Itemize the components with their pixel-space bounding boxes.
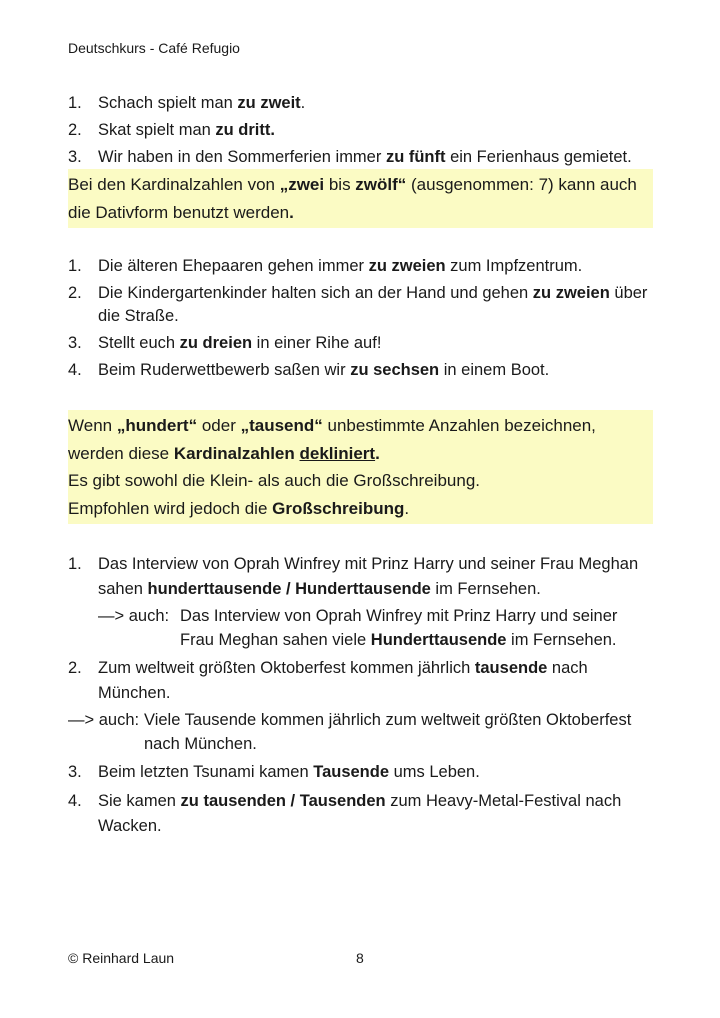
example-list-1	[68, 92, 653, 169]
list-item: 2. Die Kindergartenkinder halten sich an der Hand und gehen zu zweien über die Straße.	[68, 284, 648, 325]
example-list-2	[68, 255, 653, 382]
list-item: 1. Das Interview von Oprah Winfrey mit Prinz Harry und seiner Frau Meghan sahen hunderttausende / Hunderttausende im Fernsehen. —> auch: Das Interview von Oprah Winfrey mit Prinz Harry und seiner Frau Meghan sahen viele Hunderttausende im Fernsehen.	[68, 552, 653, 652]
rule-note-dative: Bei den Kardinalzahlen von „zwei bis zwölf“ (ausgenommen: 7) kann auch die Dativform benutzt werden.	[68, 169, 653, 228]
rule-note-declension: Wenn „hundert“ oder „tausend“ unbestimmte Anzahlen bezeichnen, werden diese Kardinalzahlen dekliniert. Es gibt sowohl die Klein- als auch die Großschreibung. Empfohlen wird jedoch die Großschreibung.	[68, 410, 653, 524]
list-item: 4. Sie kamen zu tausenden / Tausenden zum Heavy-Metal-Festival nach Wacken.	[68, 792, 622, 835]
list-item: 4. Beim Ruderwettbewerb saßen wir zu sechsen in einem Boot.	[68, 361, 550, 379]
page-number: 8	[356, 950, 364, 966]
page-header: Deutschkurs - Café Refugio	[68, 40, 240, 56]
list-item: 3. Wir haben in den Sommerferien immer zu fünft ein Ferienhaus gemietet.	[68, 148, 632, 166]
list-item: 3. Stellt euch zu dreien in einer Rihe auf!	[68, 334, 382, 352]
list-item: 1. Die älteren Ehepaaren gehen immer zu zweien zum Impfzentrum.	[68, 257, 583, 275]
list-item: 2. Skat spielt man zu dritt.	[68, 121, 275, 139]
list-item: 1. Schach spielt man zu zweit.	[68, 94, 306, 112]
list-item: 2. Zum weltweit größten Oktoberfest kommen jährlich tausende nach München. —> auch: Viele Tausende kommen jährlich zum weltweit größten Oktoberfest nach München.	[68, 656, 653, 756]
example-list-3	[68, 552, 653, 839]
alt-example: —> auch: Viele Tausende kommen jährlich zum weltweit größten Oktoberfest nach München.	[68, 711, 632, 753]
page-content	[68, 92, 653, 843]
copyright: © Reinhard Laun	[68, 950, 175, 966]
alt-example: —> auch: Das Interview von Oprah Winfrey mit Prinz Harry und seiner Frau Meghan sahen viele Hunderttausende im Fernsehen.	[98, 607, 618, 649]
list-item: 3. Beim letzten Tsunami kamen Tausende ums Leben.	[68, 763, 480, 781]
